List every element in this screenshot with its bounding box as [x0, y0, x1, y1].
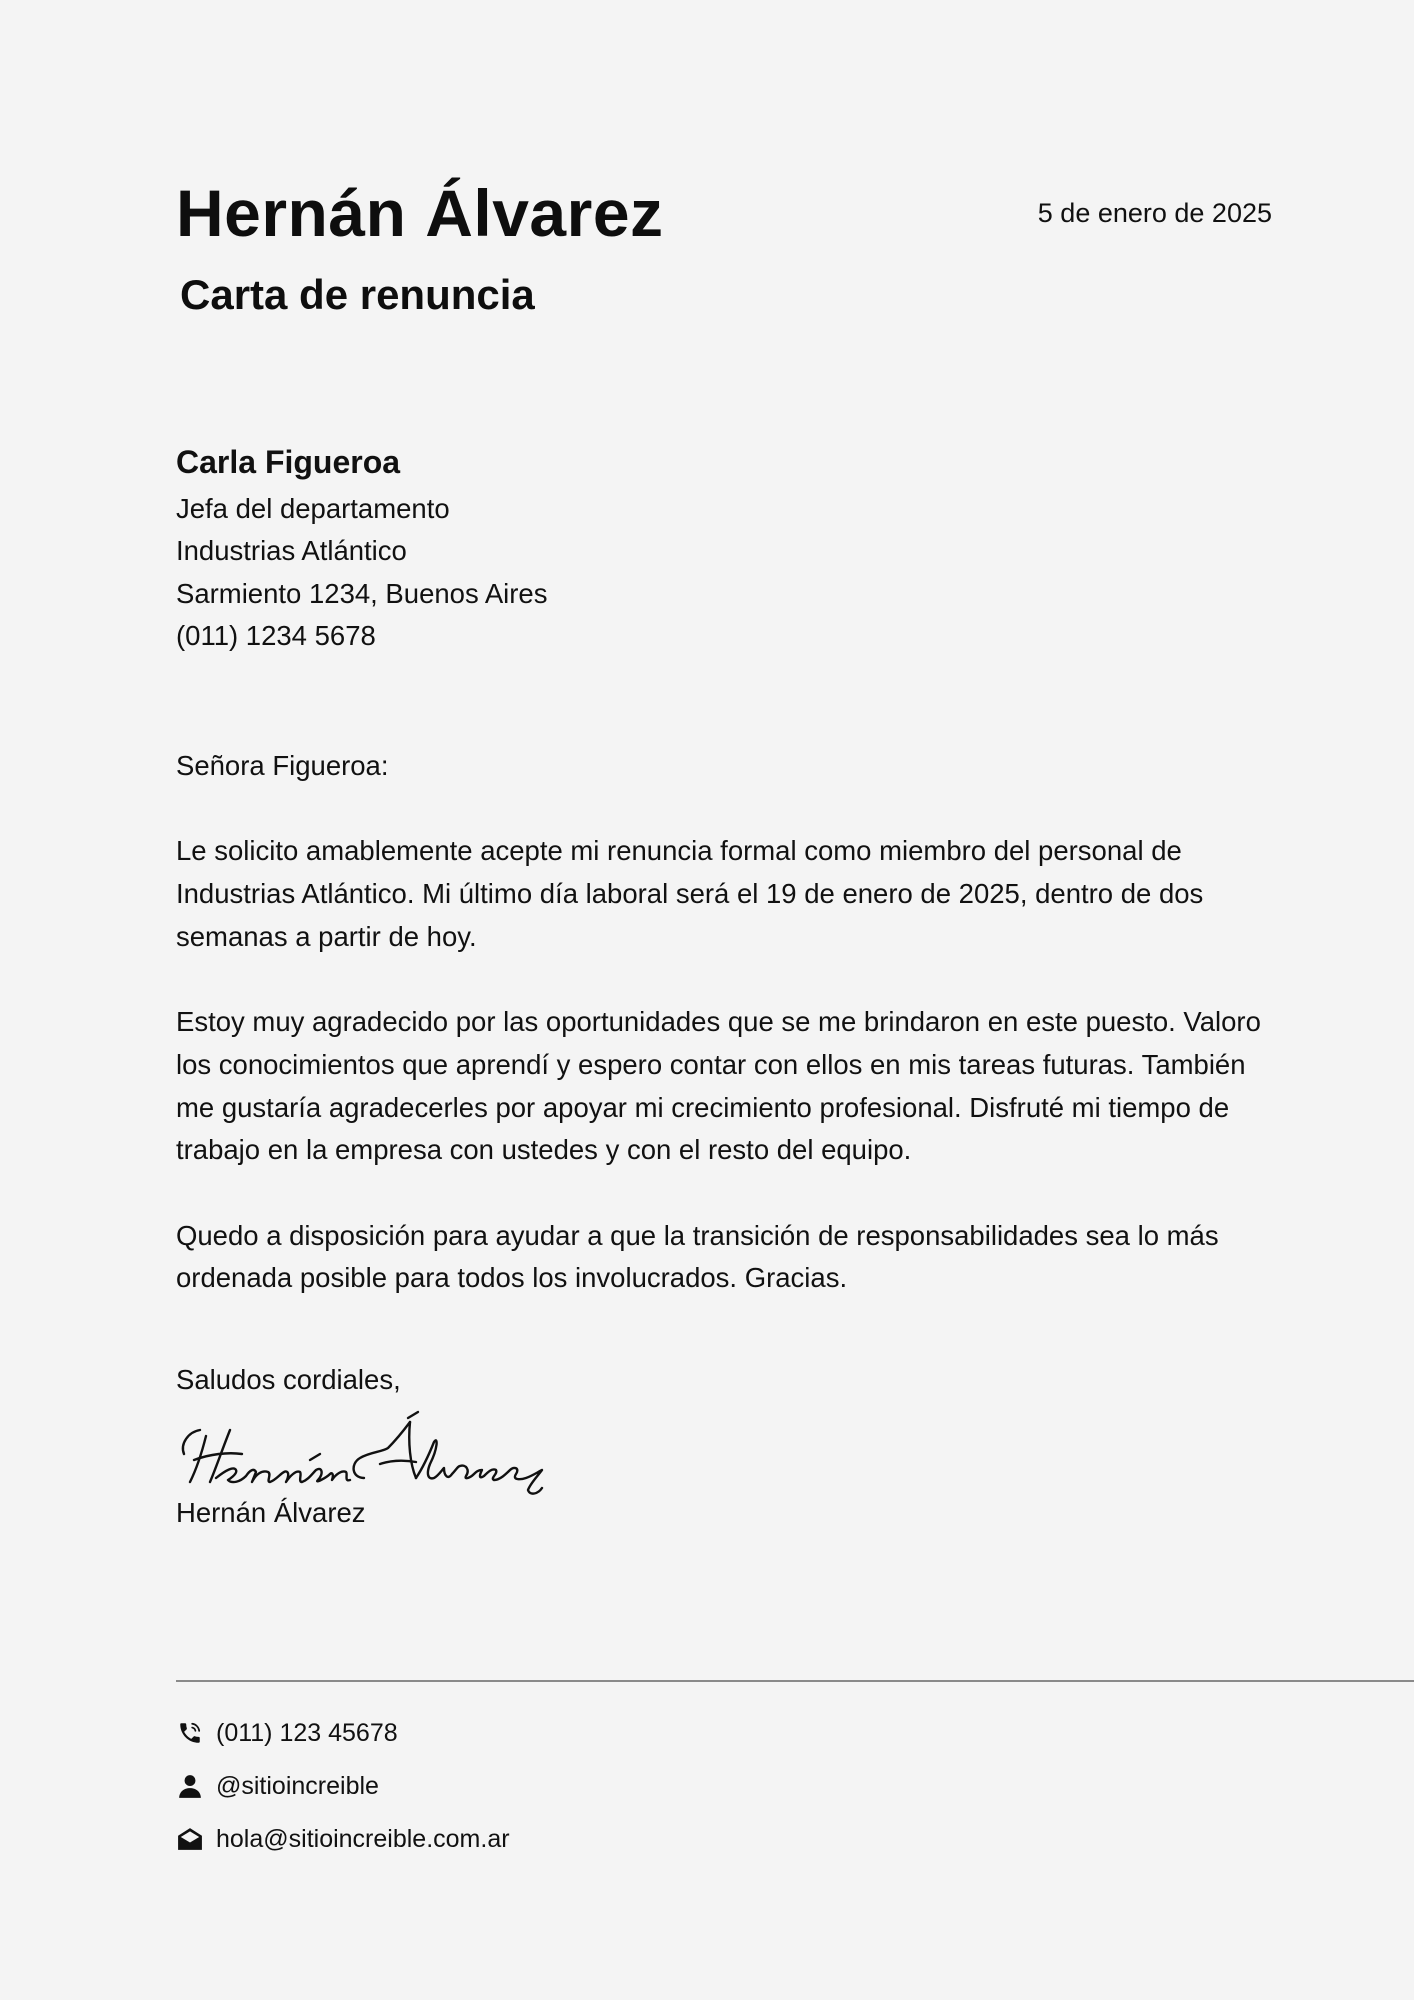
footer-divider: [176, 1680, 1414, 1682]
contact-phone-text: (011) 123 45678: [216, 1718, 398, 1747]
signed-name: Hernán Álvarez: [176, 1497, 366, 1528]
body-paragraph: Quedo a disposición para ayudar a que la transición de responsabilidades sea lo más ordenada posible para todos los involucrados. Gracias.: [176, 1219, 1219, 1294]
recipient-title: Jefa del departamento: [176, 492, 450, 524]
mail-icon: [176, 1825, 204, 1853]
contact-social: [176, 1766, 510, 1806]
user-icon: [176, 1772, 204, 1800]
contact-phone: [176, 1713, 510, 1753]
contact-email: [176, 1819, 510, 1859]
letter-date: 5 de enero de 2025: [1037, 198, 1272, 228]
recipient-address: Sarmiento 1234, Buenos Aires: [176, 577, 548, 609]
body-paragraph: Estoy muy agradecido por las oportunidades que se me brindaron en este puesto. Valoro los conocimientos que aprendí y espero contar con ellos en mis tareas futuras. También me gustaría agradecerles por apoyar mi crecimiento profesional. Disfruté mi tiempo de trabajo en la empresa con ustedes y con el resto del equipo.: [176, 1006, 1261, 1166]
contact-social-text: @sitioincreible: [216, 1771, 379, 1800]
sender-name: Hernán Álvarez: [176, 176, 664, 250]
closing: Saludos cordiales,: [176, 1364, 401, 1395]
phone-icon: [176, 1719, 204, 1747]
salutation: Señora Figueroa:: [176, 750, 389, 781]
recipient-block: [176, 442, 547, 658]
contact-list: [176, 1713, 510, 1872]
document-title: Carta de renuncia: [180, 271, 535, 318]
contact-email-text: hola@sitioincreible.com.ar: [216, 1824, 510, 1853]
handwritten-signature: [176, 1408, 556, 1505]
recipient-name: Carla Figueroa: [176, 444, 401, 480]
recipient-phone: (011) 1234 5678: [176, 620, 376, 652]
recipient-company: Industrias Atlántico: [176, 535, 407, 567]
body-paragraph: Le solicito amablemente acepte mi renuncia formal como miembro del personal de Industrias Atlántico. Mi último día laboral será el 19 de enero de 2025, dentro de dos semanas a partir de hoy.: [176, 835, 1204, 952]
letter-body: [176, 745, 1286, 1343]
